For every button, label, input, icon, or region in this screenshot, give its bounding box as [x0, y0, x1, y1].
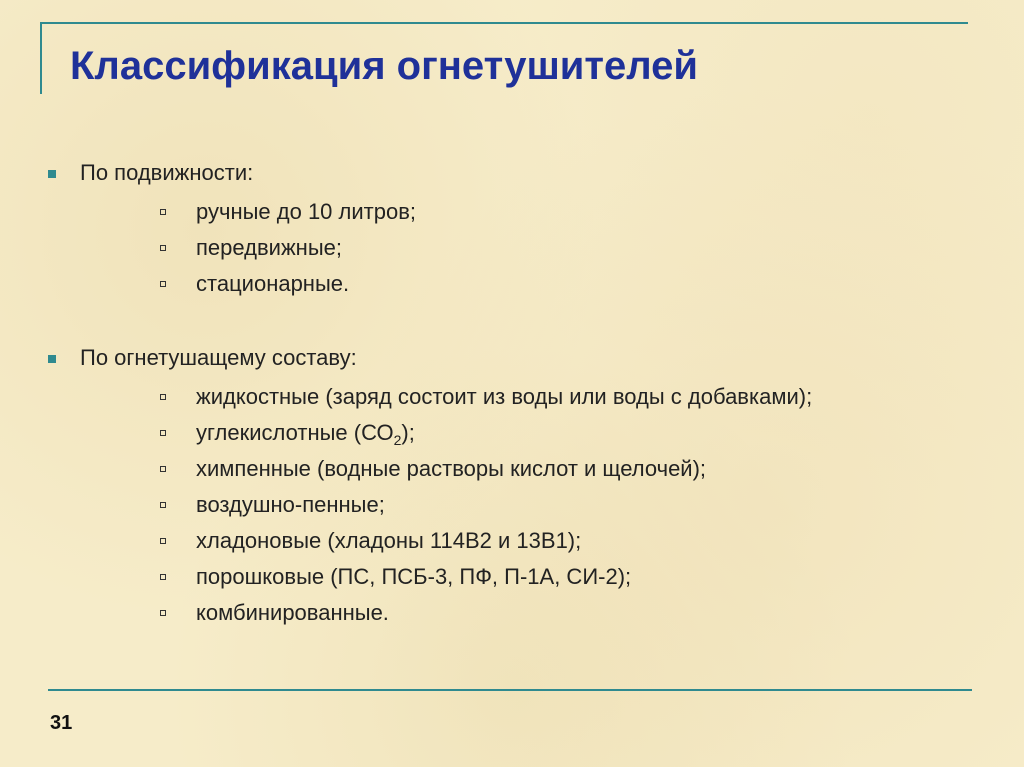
hollow-square-bullet-icon — [160, 281, 166, 287]
hollow-square-bullet-icon — [160, 430, 166, 436]
top-left-vertical-rule — [40, 22, 42, 94]
hollow-square-bullet-icon — [160, 209, 166, 215]
square-bullet-icon — [48, 170, 56, 178]
list-item-text: стационарные. — [196, 271, 350, 296]
hollow-square-bullet-icon — [160, 502, 166, 508]
hollow-square-bullet-icon — [160, 245, 166, 251]
list-item-text — [196, 415, 415, 453]
top-horizontal-rule — [40, 22, 968, 24]
hollow-square-bullet-icon — [160, 466, 166, 472]
list-item-text: передвижные; — [196, 235, 342, 260]
hollow-square-bullet-icon — [160, 610, 166, 616]
slide-title: Классификация огнетушителей — [70, 44, 698, 88]
bottom-horizontal-rule — [48, 689, 972, 691]
subscript-text: 2 — [393, 432, 402, 448]
hollow-square-bullet-icon — [160, 538, 166, 544]
list-item-text: хладоновые (хладоны 114В2 и 13В1); — [196, 528, 582, 553]
list-item-text: порошковые (ПС, ПСБ-3, ПФ, П-1А, СИ-2); — [196, 564, 632, 589]
list-item-text: воздушно-пенные; — [196, 492, 385, 517]
square-bullet-icon — [48, 355, 56, 363]
hollow-square-bullet-icon — [160, 574, 166, 580]
list-item-text-part: углекислотные (СО — [196, 420, 394, 445]
list-item-text-part: ); — [401, 420, 415, 445]
page-number: 31 — [50, 712, 73, 734]
list-item-text: жидкостные (заряд состоит из воды или воды с добавками); — [196, 384, 813, 409]
section-heading-text: По подвижности: — [80, 160, 254, 185]
section-heading-text: По огнетушащему составу: — [80, 345, 357, 370]
list-item-text: ручные до 10 литров; — [196, 199, 416, 224]
hollow-square-bullet-icon — [160, 394, 166, 400]
list-item-text: химпенные (водные растворы кислот и щелочей); — [196, 456, 707, 481]
list-item-text: комбинированные. — [196, 600, 389, 625]
